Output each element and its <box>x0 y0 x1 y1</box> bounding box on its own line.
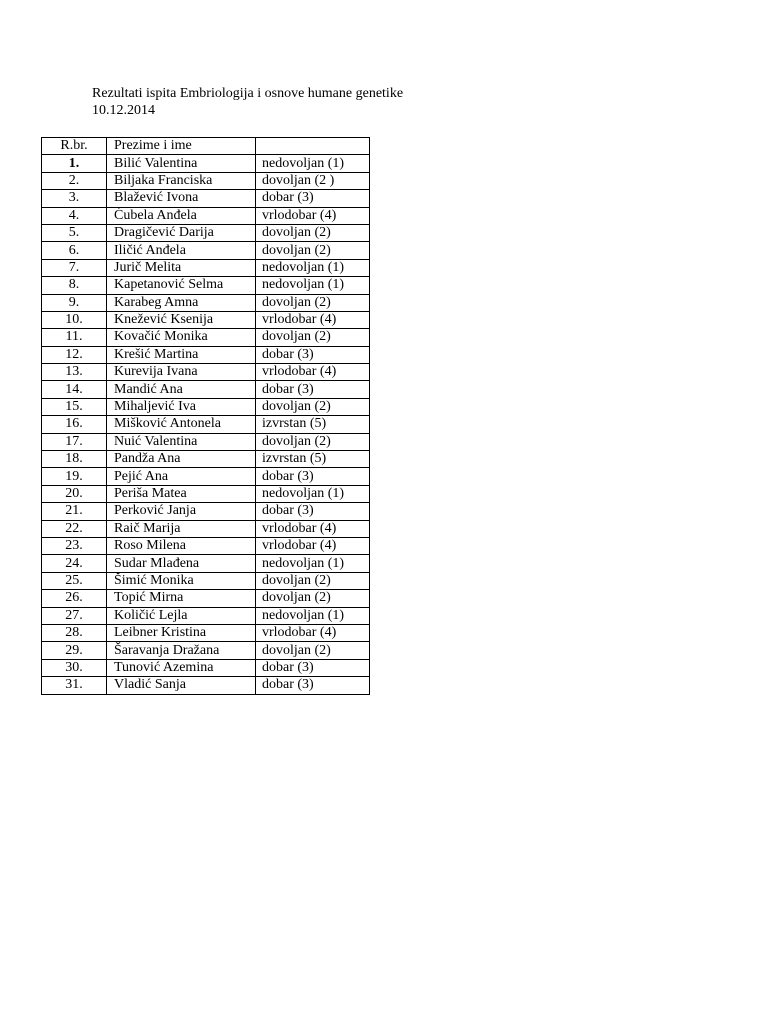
student-grade: vrlodobar (4) <box>256 624 370 641</box>
row-number: 7. <box>42 259 107 276</box>
table-row <box>42 537 370 554</box>
table-row <box>42 294 370 311</box>
student-grade: dovoljan (2 ) <box>256 172 370 189</box>
student-name: Pejić Ana <box>107 468 256 485</box>
table-body <box>42 155 370 694</box>
table-row <box>42 416 370 433</box>
student-name: Kurevija Ivana <box>107 364 256 381</box>
table-row <box>42 624 370 641</box>
row-number: 3. <box>42 190 107 207</box>
student-name: Knežević Ksenija <box>107 311 256 328</box>
table-row <box>42 642 370 659</box>
row-number: 23. <box>42 537 107 554</box>
student-name: Dragičević Darija <box>107 224 256 241</box>
student-grade: dovoljan (2) <box>256 294 370 311</box>
student-name: Blažević Ivona <box>107 190 256 207</box>
table-row <box>42 381 370 398</box>
row-number: 30. <box>42 659 107 676</box>
table-row <box>42 555 370 572</box>
table-row <box>42 259 370 276</box>
row-number: 25. <box>42 572 107 589</box>
student-name: Mandić Ana <box>107 381 256 398</box>
student-name: Leibner Kristina <box>107 624 256 641</box>
table-row <box>42 520 370 537</box>
table-row <box>42 503 370 520</box>
row-number: 27. <box>42 607 107 624</box>
table-row <box>42 590 370 607</box>
row-number: 13. <box>42 364 107 381</box>
student-grade: nedovoljan (1) <box>256 607 370 624</box>
row-number: 14. <box>42 381 107 398</box>
row-number: 26. <box>42 590 107 607</box>
student-grade: vrlodobar (4) <box>256 537 370 554</box>
student-grade: dobar (3) <box>256 190 370 207</box>
column-header-name: Prezime i ime <box>107 138 256 155</box>
student-name: Biljaka Franciska <box>107 172 256 189</box>
student-name: Perković Janja <box>107 503 256 520</box>
student-grade: vrlodobar (4) <box>256 520 370 537</box>
table-row <box>42 607 370 624</box>
row-number: 5. <box>42 224 107 241</box>
table-row <box>42 277 370 294</box>
student-name: Periša Matea <box>107 485 256 502</box>
row-number: 24. <box>42 555 107 572</box>
table-row <box>42 468 370 485</box>
row-number: 10. <box>42 311 107 328</box>
student-grade: nedovoljan (1) <box>256 259 370 276</box>
student-name: Jurič Melita <box>107 259 256 276</box>
table-row <box>42 572 370 589</box>
document-date: 10.12.2014 <box>92 103 155 118</box>
table-row <box>42 659 370 676</box>
table-row <box>42 190 370 207</box>
student-grade: izvrstan (5) <box>256 451 370 468</box>
row-number: 18. <box>42 451 107 468</box>
student-grade: izvrstan (5) <box>256 416 370 433</box>
student-grade: dobar (3) <box>256 381 370 398</box>
student-name: Ćubela Anđela <box>107 207 256 224</box>
student-grade: dovoljan (2) <box>256 329 370 346</box>
student-grade: dovoljan (2) <box>256 242 370 259</box>
table-row <box>42 242 370 259</box>
student-grade: vrlodobar (4) <box>256 311 370 328</box>
student-grade: dovoljan (2) <box>256 642 370 659</box>
student-name: Roso Milena <box>107 537 256 554</box>
table-row <box>42 451 370 468</box>
row-number: 1. <box>42 155 107 172</box>
student-grade: dobar (3) <box>256 503 370 520</box>
student-grade: nedovoljan (1) <box>256 555 370 572</box>
student-name: Mihaljević Iva <box>107 398 256 415</box>
document-header <box>92 85 403 119</box>
student-name: Šimić Monika <box>107 572 256 589</box>
row-number: 31. <box>42 677 107 694</box>
row-number: 9. <box>42 294 107 311</box>
table-row <box>42 172 370 189</box>
student-grade: nedovoljan (1) <box>256 485 370 502</box>
row-number: 22. <box>42 520 107 537</box>
table-header-row <box>42 138 370 155</box>
table-row <box>42 155 370 172</box>
student-grade: nedovoljan (1) <box>256 155 370 172</box>
row-number: 12. <box>42 346 107 363</box>
table-row <box>42 398 370 415</box>
student-grade: dovoljan (2) <box>256 433 370 450</box>
row-number: 29. <box>42 642 107 659</box>
row-number: 15. <box>42 398 107 415</box>
student-grade: dovoljan (2) <box>256 398 370 415</box>
row-number: 11. <box>42 329 107 346</box>
row-number: 6. <box>42 242 107 259</box>
table-row <box>42 311 370 328</box>
student-grade: dobar (3) <box>256 346 370 363</box>
student-name: Raič Marija <box>107 520 256 537</box>
table-row <box>42 207 370 224</box>
student-grade: dobar (3) <box>256 659 370 676</box>
student-name: Vladić Sanja <box>107 677 256 694</box>
student-grade: dovoljan (2) <box>256 590 370 607</box>
student-grade: nedovoljan (1) <box>256 277 370 294</box>
student-name: Mišković Antonela <box>107 416 256 433</box>
row-number: 28. <box>42 624 107 641</box>
row-number: 2. <box>42 172 107 189</box>
document-title: Rezultati ispita Embriologija i osnove humane genetike <box>92 86 404 101</box>
student-grade: dovoljan (2) <box>256 572 370 589</box>
table-row <box>42 485 370 502</box>
row-number: 8. <box>42 277 107 294</box>
student-grade: vrlodobar (4) <box>256 207 370 224</box>
student-name: Kovačić Monika <box>107 329 256 346</box>
student-name: Karabeg Amna <box>107 294 256 311</box>
table-row <box>42 677 370 694</box>
student-name: Iličić Anđela <box>107 242 256 259</box>
table-row <box>42 433 370 450</box>
student-name: Tunović Azemina <box>107 659 256 676</box>
table-row <box>42 364 370 381</box>
row-number: 17. <box>42 433 107 450</box>
table-row <box>42 329 370 346</box>
table-row <box>42 224 370 241</box>
student-name: Topić Mirna <box>107 590 256 607</box>
student-name: Količić Lejla <box>107 607 256 624</box>
student-name: Pandža Ana <box>107 451 256 468</box>
student-name: Krešić Martina <box>107 346 256 363</box>
student-name: Bilić Valentina <box>107 155 256 172</box>
student-name: Šaravanja Dražana <box>107 642 256 659</box>
row-number: 21. <box>42 503 107 520</box>
student-grade: dobar (3) <box>256 677 370 694</box>
student-grade: dobar (3) <box>256 468 370 485</box>
row-number: 19. <box>42 468 107 485</box>
student-name: Sudar Mlađena <box>107 555 256 572</box>
table-row <box>42 346 370 363</box>
student-name: Kapetanović Selma <box>107 277 256 294</box>
row-number: 16. <box>42 416 107 433</box>
results-table <box>41 137 370 695</box>
column-header-grade <box>256 138 370 155</box>
row-number: 4. <box>42 207 107 224</box>
student-name: Nuić Valentina <box>107 433 256 450</box>
student-grade: vrlodobar (4) <box>256 364 370 381</box>
student-grade: dovoljan (2) <box>256 224 370 241</box>
column-header-rbr: R.br. <box>42 138 107 155</box>
row-number: 20. <box>42 485 107 502</box>
